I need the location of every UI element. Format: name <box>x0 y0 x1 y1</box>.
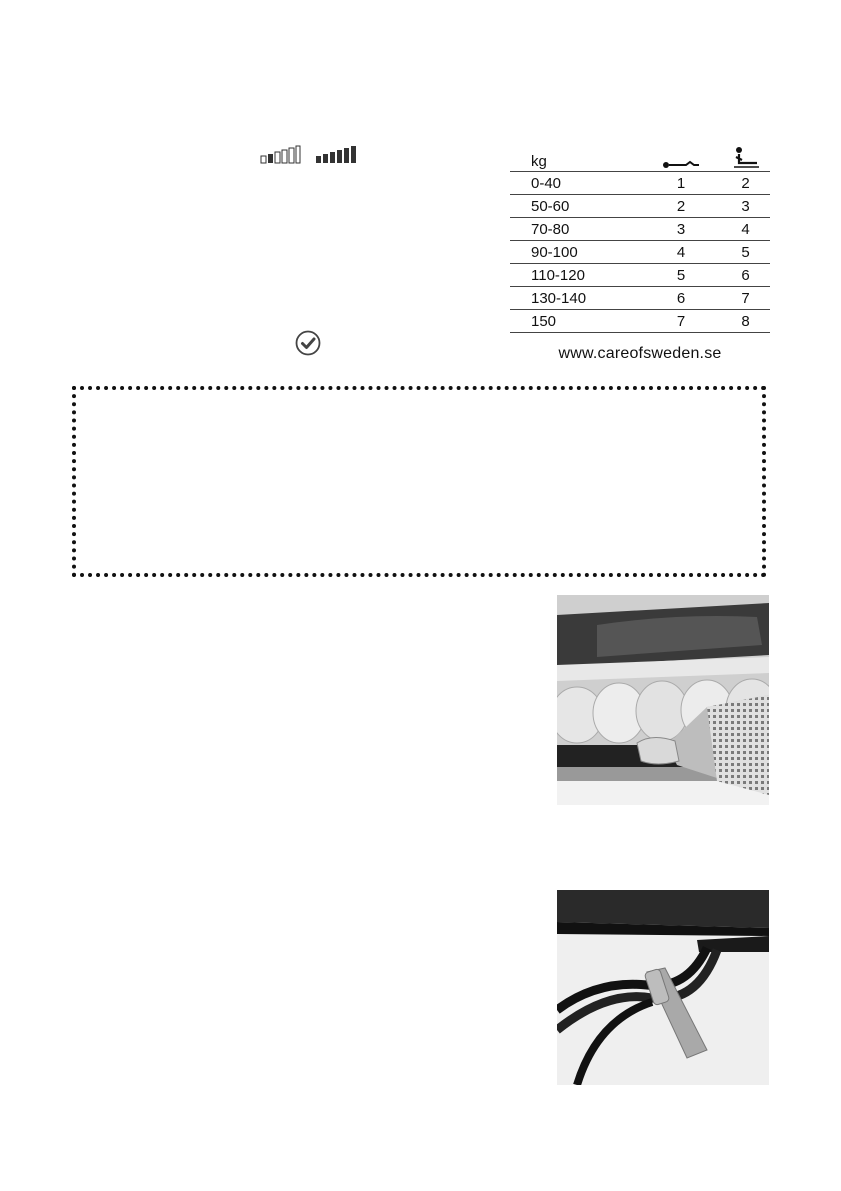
level-high-icon <box>315 143 357 165</box>
lying-cell: 2 <box>676 197 686 215</box>
comfort-level-icons <box>260 143 360 165</box>
sitting-cell: 8 <box>741 312 750 330</box>
table-row <box>510 218 770 241</box>
sitting-cell: 2 <box>741 174 750 192</box>
table-row <box>510 195 770 218</box>
header-weight: kg <box>531 153 547 170</box>
hose-clip-photo <box>557 890 769 1085</box>
header-lying <box>641 142 721 172</box>
sitting-person-icon <box>731 146 761 170</box>
table-header-row <box>510 142 770 172</box>
weight-cell: 90-100 <box>531 243 578 261</box>
sitting-cell: 3 <box>741 197 750 215</box>
header-sitting <box>721 142 770 172</box>
lying-cell: 4 <box>676 243 686 261</box>
sitting-cell: 4 <box>741 220 750 238</box>
weight-setting-table <box>510 142 770 333</box>
table-row <box>510 264 770 287</box>
sitting-cell: 6 <box>741 266 750 284</box>
lying-cell: 1 <box>676 174 686 192</box>
website-url: www.careofsweden.se <box>558 345 722 362</box>
lying-cell: 3 <box>676 220 686 238</box>
weight-cell: 110-120 <box>531 266 585 284</box>
weight-cell: 150 <box>531 312 557 330</box>
lying-cell: 7 <box>676 312 686 330</box>
table-row <box>510 172 770 195</box>
hand-check-mattress-photo <box>557 595 769 805</box>
weight-cell: 130-140 <box>531 289 587 307</box>
weight-cell: 0-40 <box>531 174 562 192</box>
notice-box <box>72 386 766 577</box>
lying-cell: 6 <box>676 289 686 307</box>
sitting-cell: 7 <box>741 289 750 307</box>
sitting-cell: 5 <box>741 243 750 261</box>
lying-person-icon <box>662 156 700 170</box>
weight-cell: 50-60 <box>531 197 570 215</box>
table-row <box>510 310 770 333</box>
level-low-icon <box>260 143 302 165</box>
lying-cell: 5 <box>676 266 686 284</box>
check-circle-icon <box>295 330 321 356</box>
table-row <box>510 241 770 264</box>
weight-cell: 70-80 <box>531 220 570 238</box>
table-row <box>510 287 770 310</box>
